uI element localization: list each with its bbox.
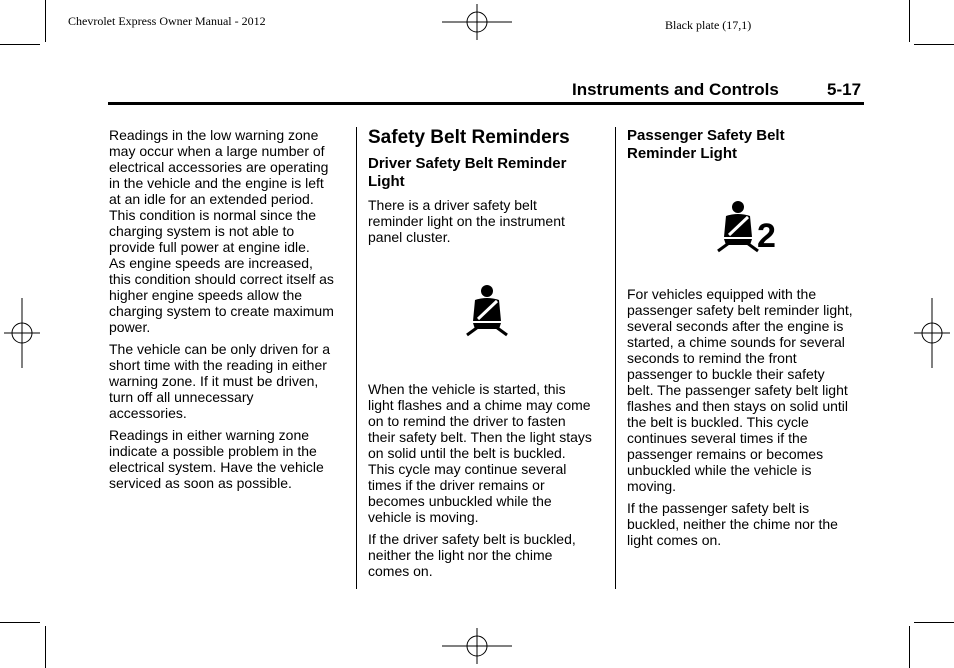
icon-figure bbox=[368, 251, 608, 381]
crop-mark bbox=[914, 44, 954, 45]
column-3 bbox=[627, 127, 867, 554]
column-1 bbox=[109, 127, 349, 497]
crop-mark bbox=[909, 626, 910, 668]
crop-mark bbox=[45, 0, 46, 42]
registration-mark-right bbox=[912, 296, 952, 370]
column-divider bbox=[356, 127, 357, 589]
crop-mark bbox=[45, 626, 46, 668]
paragraph: For vehicles equipped with the passenger safety belt reminder light, several seconds after the engine is started, a chime sounds for several seconds to remind the front passenger to buckle their safety belt. The passenger safety belt light flashes and then stays on solid until the belt is buckled. This cycle continues several times if the passenger remains or becomes unbuckled while the vehicle is moving. bbox=[627, 286, 853, 494]
column-2 bbox=[368, 127, 608, 585]
section-heading: Safety Belt Reminders bbox=[368, 127, 570, 148]
registration-mark-left bbox=[2, 296, 42, 370]
crop-mark bbox=[0, 44, 40, 45]
paragraph: There is a driver safety belt reminder light on the instrument panel cluster. bbox=[368, 197, 565, 245]
section-title: Instruments and Controls bbox=[572, 80, 779, 99]
crop-mark bbox=[0, 622, 40, 623]
column-divider bbox=[615, 127, 616, 589]
subsection-heading: Passenger Safety Belt Reminder Light bbox=[627, 127, 785, 162]
paragraph: Readings in either warning zone indicate a possible problem in the electrical system. Have the vehicle serviced as soon as possible. bbox=[109, 427, 324, 491]
paragraph: If the passenger safety belt is buckled, neither the chime nor the light comes on. bbox=[627, 500, 838, 548]
subsection-heading: Driver Safety Belt Reminder Light bbox=[368, 155, 567, 190]
passenger-seatbelt-icon bbox=[715, 199, 759, 253]
header-rule bbox=[108, 102, 864, 105]
plate-label: Black plate (17,1) bbox=[665, 18, 752, 32]
crop-mark bbox=[914, 622, 954, 623]
paragraph: The vehicle can be only driven for a short time with the reading in either warning zone. If it must be driven, turn off all unnecessary accessories. bbox=[109, 341, 331, 421]
page-number: 5-17 bbox=[827, 80, 862, 99]
paragraph: Readings in the low warning zone may occur when a large number of electrical accessories are operating in the vehicle and the engine is left at an idle for an extended period. This condition is normal since the charging system is not able to provide full power at engine idle. As engine speeds are increased, this condition should correct itself as higher engine speeds allow the charging system to create maximum power. bbox=[109, 127, 334, 335]
seat-position-label: 2 bbox=[757, 217, 776, 255]
seatbelt-icon bbox=[464, 283, 508, 337]
manual-title: Chevrolet Express Owner Manual - 2012 bbox=[68, 14, 266, 28]
crop-mark bbox=[909, 0, 910, 42]
registration-mark-bottom bbox=[440, 626, 514, 666]
icon-figure bbox=[627, 169, 867, 286]
paragraph: If the driver safety belt is buckled, neither the light nor the chime comes on. bbox=[368, 531, 576, 579]
paragraph: When the vehicle is started, this light flashes and a chime may come on to remind the driver to fasten their safety belt. Then the light stays on solid until the belt is buckled. This cycle may continue several times if the driver remains or becomes unbuckled while the vehicle is moving. bbox=[368, 381, 592, 525]
registration-mark-top bbox=[440, 2, 514, 42]
